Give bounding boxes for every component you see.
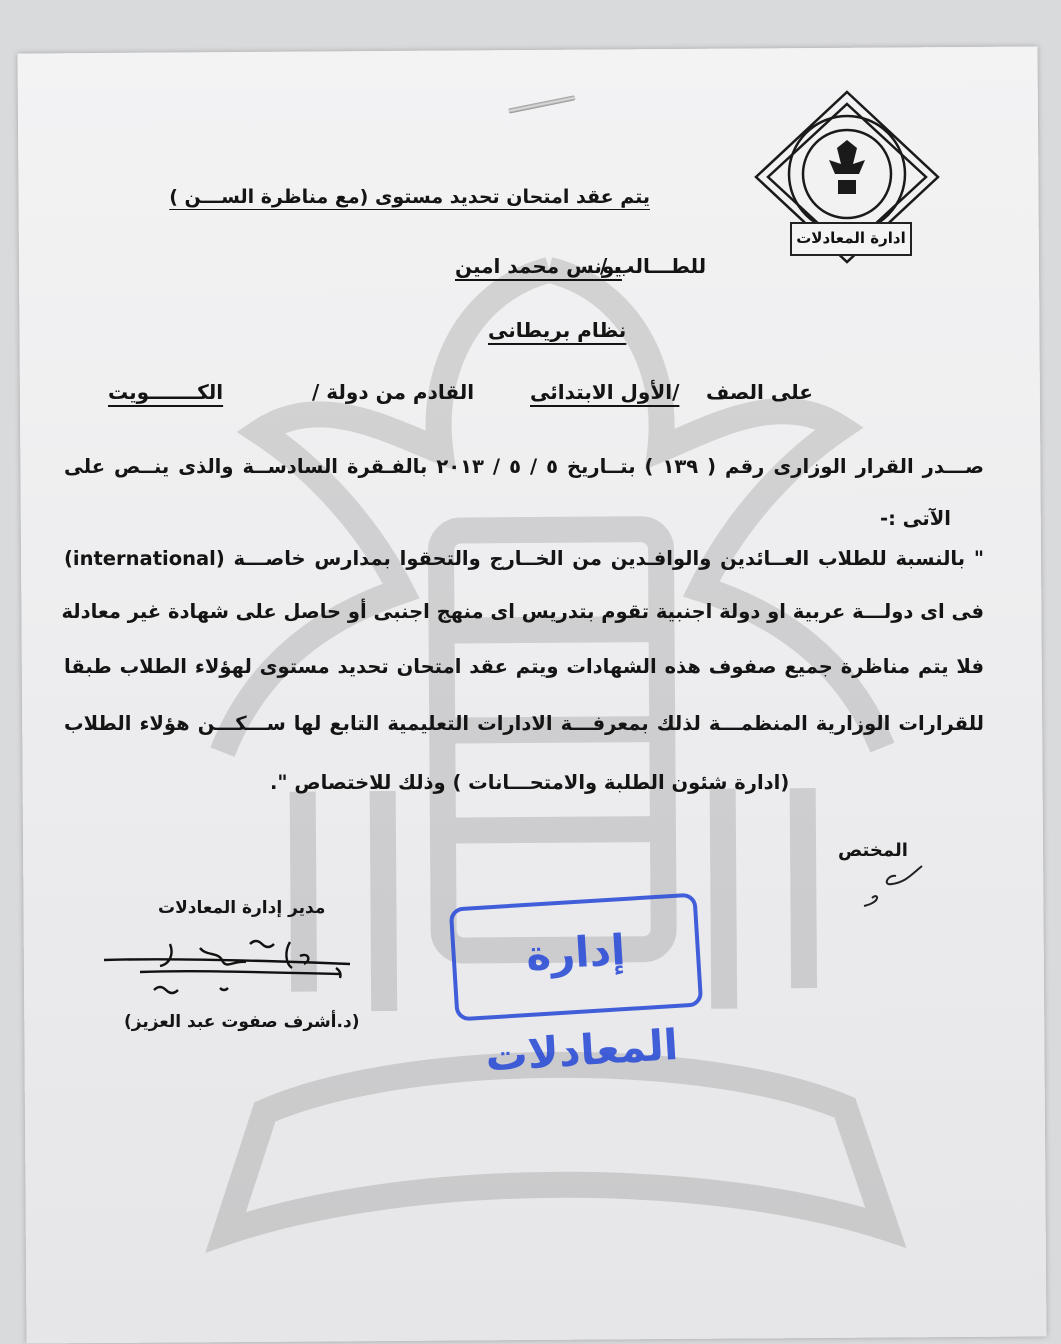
equivalency-stamp: إدارة المعادلات [449, 893, 703, 1022]
body-line-7: (ادارة شئون الطلبة والامتحـــانات ) وذلك للاختصاص ". [270, 771, 790, 794]
country-value: الكـــــــويت [108, 380, 224, 404]
specialist-signature-icon [852, 862, 932, 912]
body-line-4: فى اى دولـــة عربية او دولة اجنبية تقوم بتدريس اى منهج اجنبى أو حاصل على شهادة غير معادلة [61, 600, 984, 623]
document-title: يتم عقد امتحان تحديد مستوى (مع مناظرة الســـن ) [169, 186, 650, 208]
seal-label: ادارة المعادلات [790, 222, 912, 256]
grade-value: /الأول الابتدائى [530, 380, 680, 404]
manager-signature-icon [100, 930, 360, 1010]
manager-title: مدير إدارة المعادلات [158, 898, 326, 918]
body-line-5: فلا يتم مناظرة جميع صفوف هذه الشهادات ويتم عقد امتحان تحديد مستوى لهؤلاء الطلاب طبقا [64, 655, 984, 678]
manager-name: (د.أشرف صفوت عبد العزيز) [124, 1012, 360, 1032]
body-line-3: " بالنسبة للطلاب العــائدين والوافـدين من الخــارج والتحقوا بمدارس خاصـــة (international) [64, 547, 984, 570]
staple [508, 95, 576, 113]
specialist-label: المختص [838, 840, 908, 861]
student-name: يونس محمد امين [455, 254, 622, 278]
grade-label: على الصف [706, 380, 813, 404]
country-label: القادم من دولة / [312, 380, 475, 404]
student-label: للطـــالب / [600, 254, 707, 278]
body-line-1: صـــدر القرار الوزارى رقم ( ١٣٩ ) بتــاريخ ٥ / ٥ / ٢٠١٣ بالفـقرة السادســة والذى ينــص على [64, 455, 984, 478]
education-system: نظام بريطانى [488, 318, 627, 342]
body-line-2: الآتى :- [880, 507, 951, 530]
body-line-6: للقرارات الوزارية المنظمـــة لذلك بمعرفـــة الادارات التعليمية التابع لها ســـكـــن هؤلاء الطلاب [64, 712, 984, 735]
